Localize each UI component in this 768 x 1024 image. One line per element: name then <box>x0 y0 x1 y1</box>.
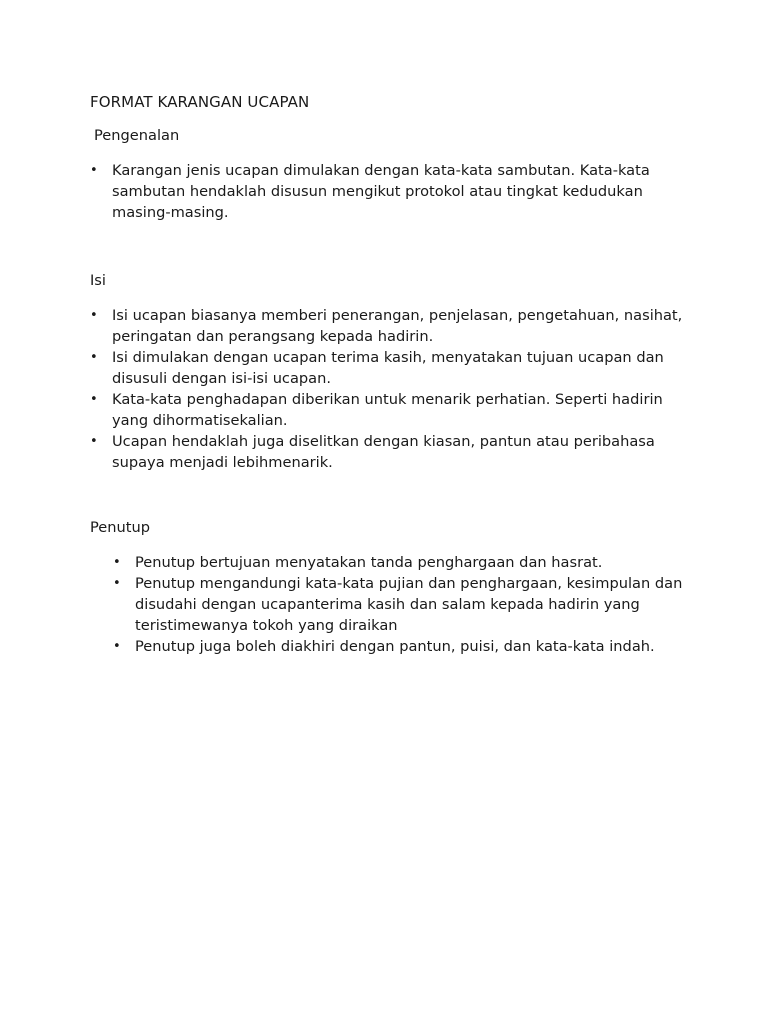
list-item <box>113 552 695 573</box>
section-heading-isi: Isi <box>90 272 106 289</box>
section-heading-penutup: Penutup <box>90 519 150 536</box>
list-item-text: Penutup bertujuan menyatakan tanda penghargaan dan hasrat. <box>135 554 603 571</box>
list-item-text: Kata-kata penghadapan diberikan untuk menarik perhatian. Seperti hadirin yang dihormatisekalian. <box>112 391 663 429</box>
list-item-text: Penutup mengandungi kata-kata pujian dan penghargaan, kesimpulan dan disudahi dengan ucapanterima kasih dan salam kepada hadirin yang teristimewanya tokoh yang diraikan <box>135 575 683 634</box>
bullet-icon: • <box>113 639 121 654</box>
bullet-icon: • <box>90 434 98 449</box>
list-item <box>90 305 697 347</box>
bullet-icon: • <box>90 308 98 323</box>
pengenalan-list <box>90 160 692 223</box>
list-item <box>113 573 695 636</box>
bullet-icon: • <box>90 163 98 178</box>
bullet-icon: • <box>113 555 121 570</box>
bullet-icon: • <box>90 392 98 407</box>
bullet-icon: • <box>113 576 121 591</box>
isi-list <box>90 305 697 473</box>
list-item-text: Ucapan hendaklah juga diselitkan dengan kiasan, pantun atau peribahasa supaya menjadi lebihmenarik. <box>112 433 655 471</box>
page-title: FORMAT KARANGAN UCAPAN <box>90 93 310 111</box>
section-heading-pengenalan: Pengenalan <box>94 127 180 144</box>
list-item-text: Isi dimulakan dengan ucapan terima kasih, menyatakan tujuan ucapan dan disusuli dengan isi-isi ucapan. <box>112 349 664 387</box>
list-item-text: Isi ucapan biasanya memberi penerangan, penjelasan, pengetahuan, nasihat, peringatan dan perangsang kepada hadirin. <box>112 307 683 345</box>
penutup-list <box>113 552 695 657</box>
list-item <box>113 636 695 657</box>
list-item-text: Penutup juga boleh diakhiri dengan pantun, puisi, dan kata-kata indah. <box>135 638 655 655</box>
list-item <box>90 431 697 473</box>
list-item <box>90 160 692 223</box>
bullet-icon: • <box>90 350 98 365</box>
list-item <box>90 347 697 389</box>
list-item-text: Karangan jenis ucapan dimulakan dengan kata-kata sambutan. Kata-kata sambutan hendaklah disusun mengikut protokol atau tingkat kedudukan masing-masing. <box>112 162 650 221</box>
list-item <box>90 389 697 431</box>
